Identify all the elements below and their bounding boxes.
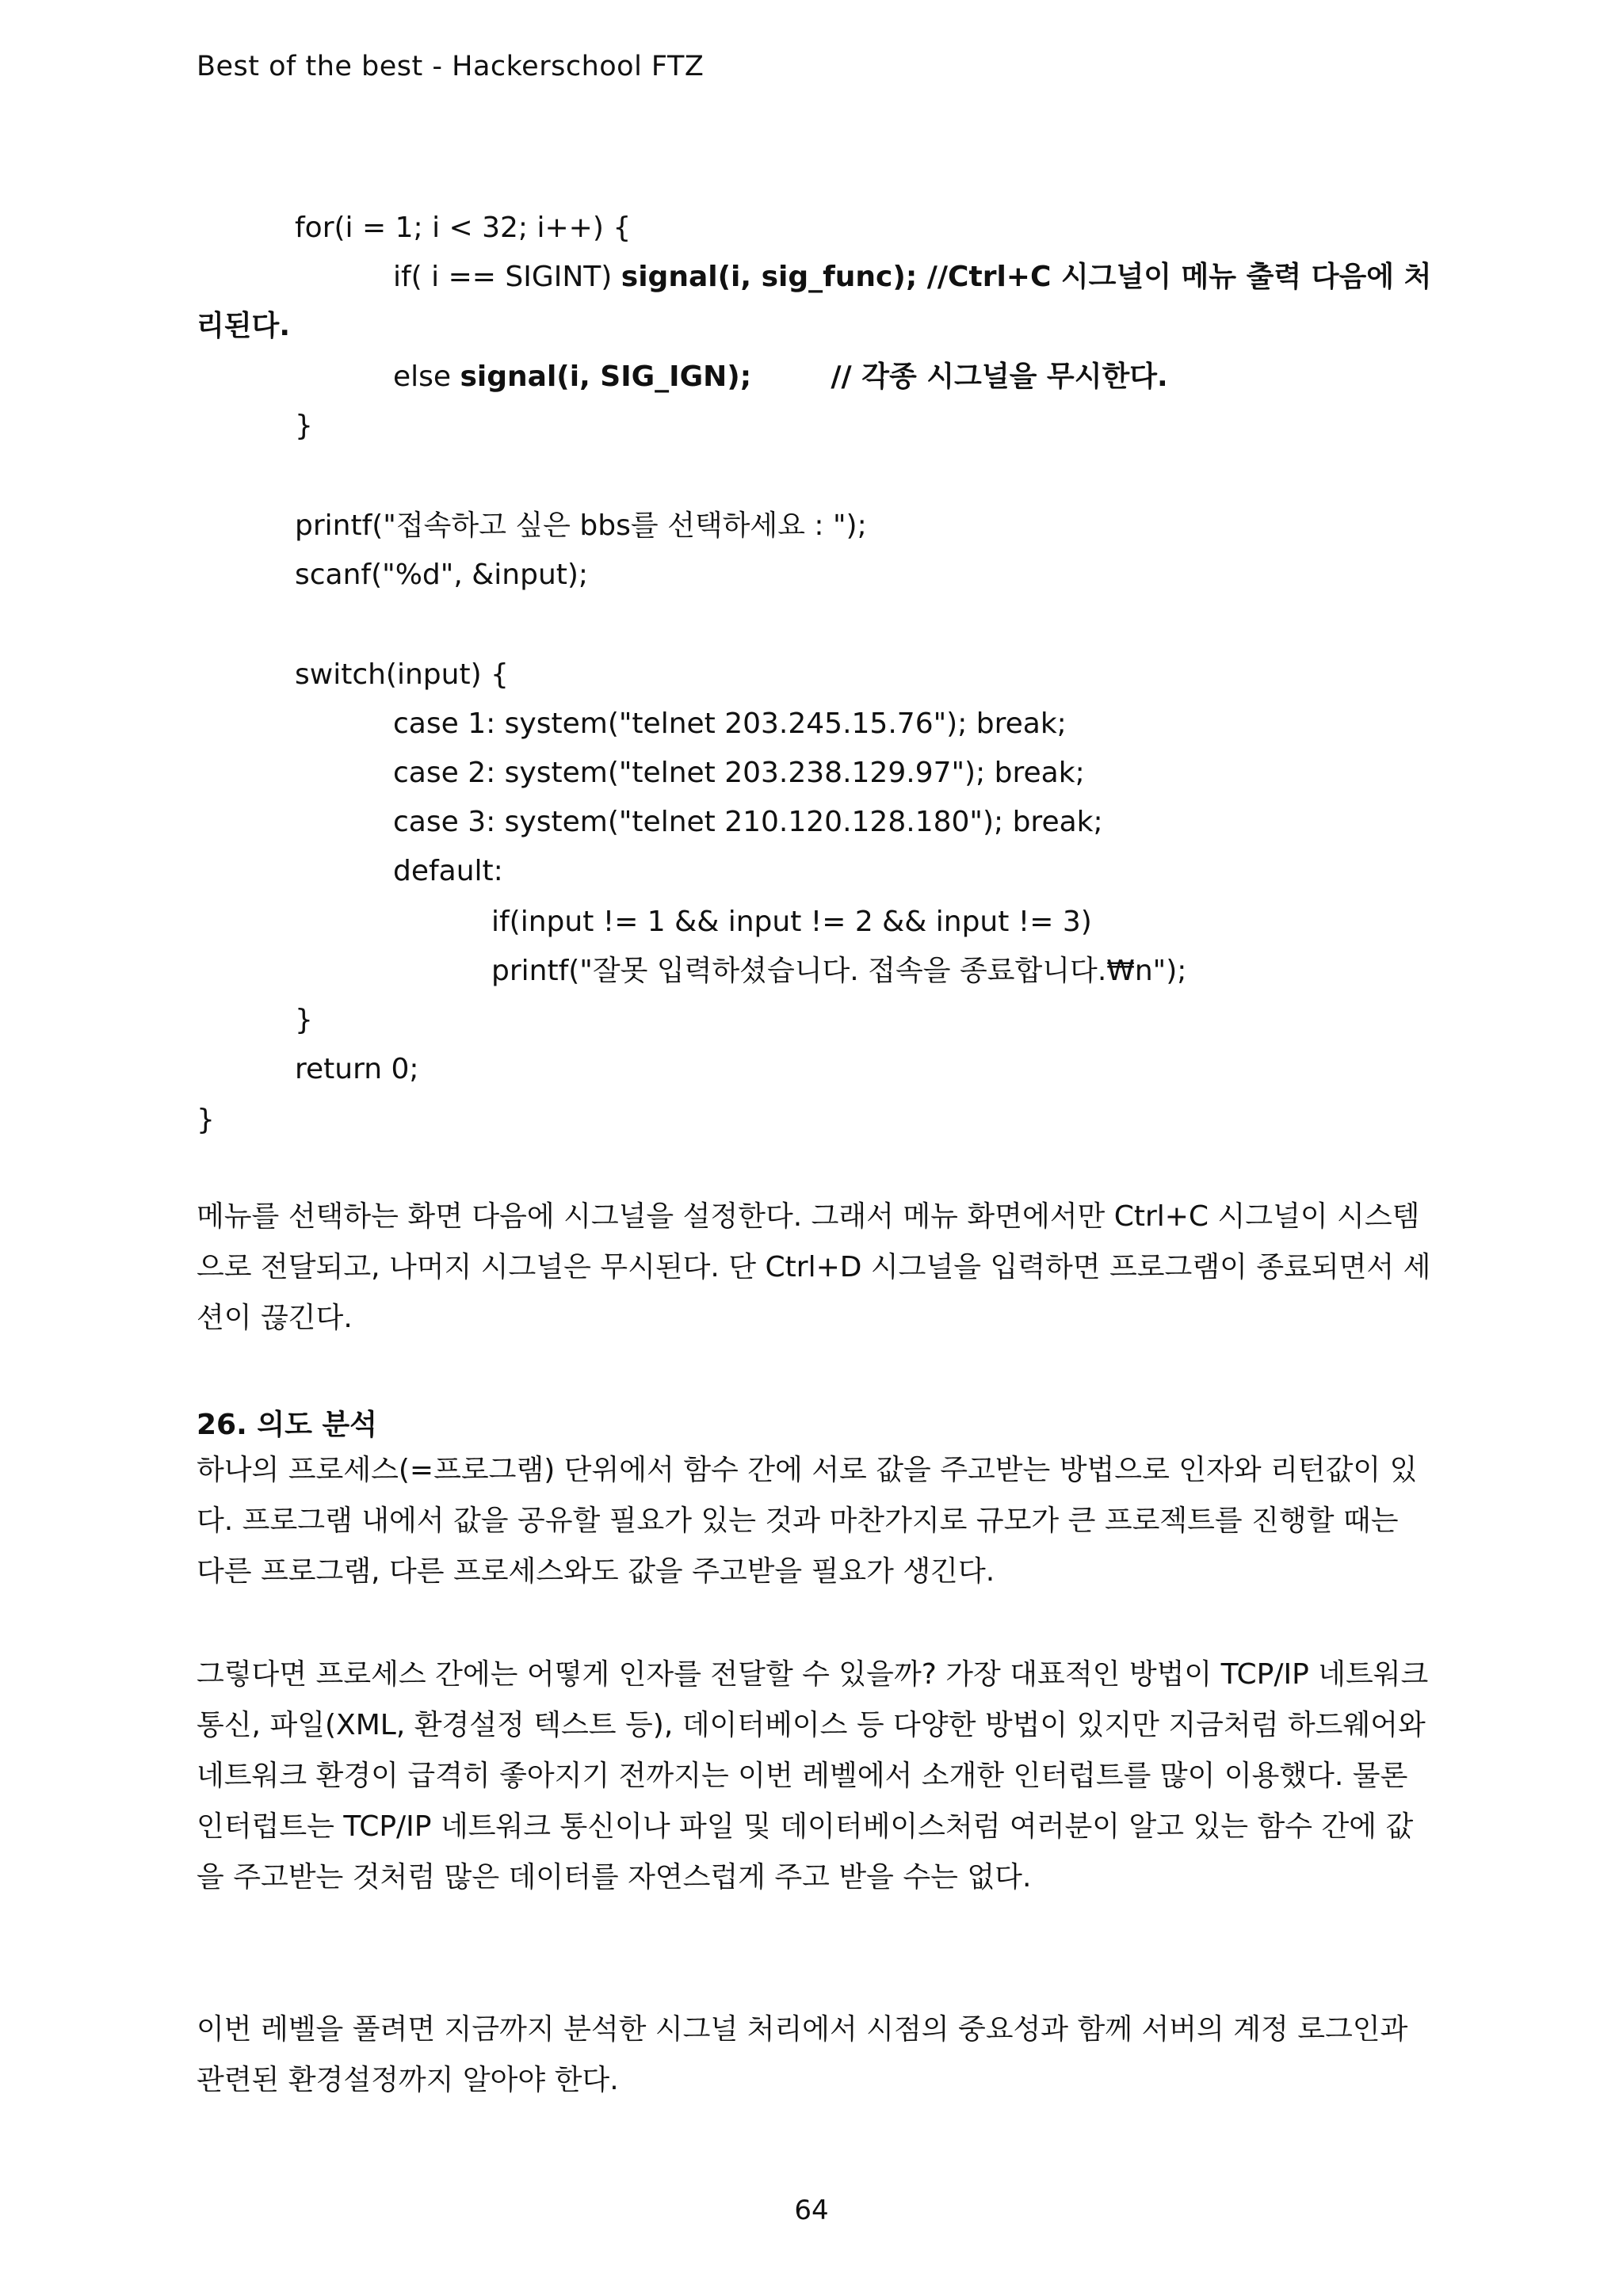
- page-number: 64: [794, 2195, 829, 2226]
- code-if-continuation: [197, 312, 290, 341]
- code-if-bold: signal(i, sig_func); //Ctrl+C 시그널이 메뉴 출력 다음에 처: [621, 261, 1432, 293]
- code-for-line: for(i = 1; i < 32; i++) {: [295, 212, 632, 244]
- code-else-bold: signal(i, SIG_IGN); // 각종 시그널을 무시한다.: [460, 360, 1168, 393]
- running-header: Best of the best - Hackerschool FTZ: [197, 51, 705, 82]
- code-case-2: case 2: system("telnet 203.238.129.97"); break;: [393, 757, 1085, 789]
- body-paragraph: [197, 1650, 1433, 1903]
- code-if-text: if( i == SIGINT): [393, 261, 621, 293]
- code-return: return 0;: [295, 1053, 419, 1085]
- paragraph-text: 메뉴를 선택하는 화면 다음에 시그널을 설정한다. 그래서 메뉴 화면에서만 Ctrl+C 시그널이 시스템으로 전달되고, 나머지 시그널은 무시된다. 단 Ctrl+D 시그널을 입력하면 프로그램이 종료되면서 세션이 끊긴다.: [197, 1200, 1431, 1334]
- code-else-text: else: [393, 360, 460, 393]
- code-printf-prompt: printf("접속하고 싶은 bbs를 선택하세요 : ");: [295, 509, 867, 542]
- code-close-brace: }: [295, 1004, 313, 1036]
- section-heading: 26. 의도 분석: [197, 1409, 377, 1441]
- code-close-brace: }: [295, 410, 313, 442]
- paragraph-text: 그렇다면 프로세스 간에는 어떻게 인자를 전달할 수 있을까? 가장 대표적인 방법이 TCP/IP 네트워크 통신, 파일(XML, 환경설정 텍스트 등), 데이터베이스 등 다양한 방법이 있지만 지금처럼 하드웨어와 네트워크 환경이 급격히 좋아지기 전까지는 이번 레벨에서 소개한 인터럽트를 많이 이용했다. 물론 인터럽트는 TCP/IP 네트워크 통신이나 파일 및 데이터베이스처럼 여러분이 알고 있는 함수 간에 값을 주고받는 것처럼 많은 데이터를 자연스럽게 주고 받을 수는 없다.: [197, 1658, 1429, 1894]
- body-paragraph: [197, 1445, 1433, 1597]
- code-if-cont-bold: 리된다.: [197, 310, 291, 342]
- code-if-line: [393, 263, 1431, 292]
- code-else-line: [393, 360, 1168, 393]
- code-printf-error: printf("잘못 입력하셨습니다. 접속을 종료합니다.₩n");: [491, 955, 1187, 987]
- paragraph-text: 이번 레벨을 풀려면 지금까지 분석한 시그널 처리에서 시점의 중요성과 함께 서버의 계정 로그인과 관련된 환경설정까지 알아야 한다.: [197, 2013, 1408, 2096]
- code-if-input: if(input != 1 && input != 2 && input != 3): [491, 906, 1092, 938]
- code-switch: switch(input) {: [295, 658, 509, 691]
- code-scanf: scanf("%d", &input);: [295, 559, 589, 591]
- body-paragraph: [197, 1192, 1433, 1344]
- paragraph-text: 하나의 프로세스(=프로그램) 단위에서 함수 간에 서로 값을 주고받는 방법으로 인자와 리턴값이 있다. 프로그램 내에서 값을 공유할 필요가 있는 것과 마찬가지로 규모가 큰 프로젝트를 진행할 때는 다른 프로그램, 다른 프로세스와도 값을 주고받을 필요가 생긴다.: [197, 1454, 1418, 1588]
- code-close-brace: }: [197, 1104, 215, 1136]
- code-default: default:: [393, 855, 503, 887]
- code-case-1: case 1: system("telnet 203.245.15.76"); break;: [393, 707, 1067, 740]
- body-paragraph: [197, 2004, 1433, 2106]
- code-case-3: case 3: system("telnet 210.120.128.180"); break;: [393, 806, 1103, 838]
